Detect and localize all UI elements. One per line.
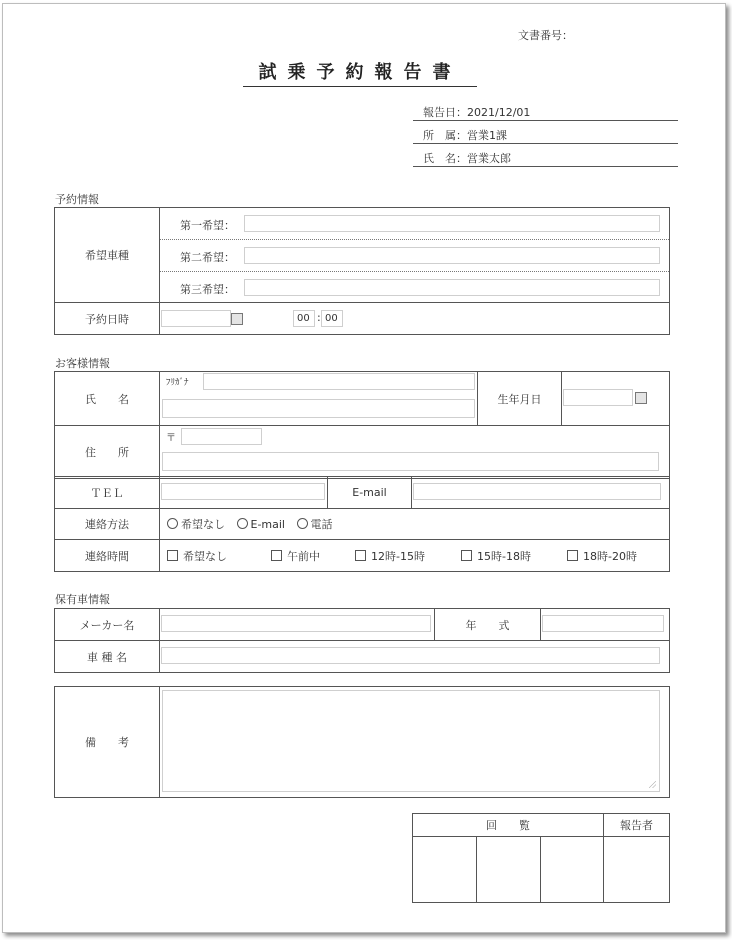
maker-input[interactable] [161, 615, 431, 632]
contact-time-12-15[interactable]: 12時-15時 [355, 548, 425, 564]
year-input[interactable] [542, 615, 664, 632]
postal-mark: 〒 [166, 433, 176, 444]
checkbox-icon [461, 550, 472, 561]
customer-name-label: 氏 名 [55, 372, 160, 426]
tel-label: ＴＥＬ [55, 477, 160, 509]
radio-icon [237, 518, 248, 529]
reporter-label: 報告者 [604, 814, 670, 837]
page-title: 試乗予約報告書 [243, 58, 477, 87]
postal-code-input[interactable] [181, 428, 262, 445]
email-label: E-mail [328, 477, 412, 509]
reporter-stamp-box [604, 837, 670, 903]
birthday-calendar-icon[interactable] [635, 392, 647, 404]
contact-method-none[interactable]: 希望なし [167, 518, 225, 531]
choice-row-1 [160, 208, 669, 240]
contact-table [54, 476, 670, 572]
remarks-table [54, 686, 670, 798]
birthday-label: 生年月日 [478, 372, 562, 426]
contact-method-label: 連絡方法 [55, 509, 160, 540]
contact-time-label: 連絡時間 [55, 540, 160, 572]
checkbox-icon [355, 550, 366, 561]
furigana-label: ﾌﾘｶﾞﾅ [166, 378, 189, 388]
choice-input-2[interactable] [244, 247, 660, 264]
choice-row-2 [160, 240, 669, 272]
remarks-textarea[interactable] [162, 690, 660, 792]
contact-method-phone[interactable]: 電話 [297, 518, 333, 531]
minute-input[interactable]: 00 [321, 310, 343, 327]
reservation-date-input[interactable] [161, 310, 231, 327]
report-date: 報告日：2021/12/01 [413, 104, 678, 121]
reporter-name: 氏 名：営業太郎 [413, 150, 678, 167]
year-label: 年 式 [435, 609, 541, 641]
approval-table [412, 813, 670, 903]
department: 所 属：営業1課 [413, 127, 678, 144]
choice-input-3[interactable] [244, 279, 660, 296]
model-input[interactable] [161, 647, 660, 664]
furigana-input[interactable] [203, 373, 475, 390]
maker-label: メーカー名 [55, 609, 160, 641]
address-label: 住 所 [55, 426, 160, 479]
stamp-box-1 [413, 837, 477, 903]
vehicle-label: 希望車種 [55, 208, 160, 303]
vehicle-table [54, 608, 670, 673]
choice-input-1[interactable] [244, 215, 660, 232]
stamp-box-2 [477, 837, 541, 903]
remarks-label: 備 考 [55, 687, 160, 798]
choice-label-3: 第三希望： [180, 283, 235, 296]
choice-row-3 [160, 272, 669, 302]
contact-method-email[interactable]: E-mail [237, 518, 286, 531]
vehicle-section-title: 保有車情報 [55, 593, 110, 606]
contact-time-18-20[interactable]: 18時-20時 [567, 548, 637, 564]
radio-icon [167, 518, 178, 529]
reservation-section-title: 予約情報 [55, 193, 99, 206]
checkbox-icon [167, 550, 178, 561]
contact-time-none[interactable]: 希望なし [167, 548, 227, 564]
customer-table [54, 371, 670, 479]
contact-time-morning[interactable]: 午前中 [271, 548, 320, 564]
choice-label-1: 第一希望： [180, 219, 235, 232]
circulation-label: 回 覧 [413, 814, 604, 837]
contact-time-15-18[interactable]: 15時-18時 [461, 548, 531, 564]
checkbox-icon [271, 550, 282, 561]
calendar-icon[interactable] [231, 313, 243, 325]
tel-input[interactable] [161, 483, 325, 500]
email-input[interactable] [413, 483, 661, 500]
document-number-label: 文書番号： [518, 29, 573, 42]
reservation-table [54, 207, 670, 335]
datetime-label: 予約日時 [55, 303, 160, 335]
choice-label-2: 第二希望： [180, 251, 235, 264]
time-separator: : [317, 311, 321, 324]
resize-grip-icon[interactable] [649, 781, 656, 788]
customer-name-input[interactable] [162, 399, 475, 418]
address-input[interactable] [162, 452, 659, 471]
model-label: 車 種 名 [55, 641, 160, 673]
hour-input[interactable]: 00 [293, 310, 315, 327]
stamp-box-3 [541, 837, 604, 903]
radio-icon [297, 518, 308, 529]
checkbox-icon [567, 550, 578, 561]
customer-section-title: お客様情報 [55, 357, 110, 370]
birthday-input[interactable] [563, 389, 633, 406]
